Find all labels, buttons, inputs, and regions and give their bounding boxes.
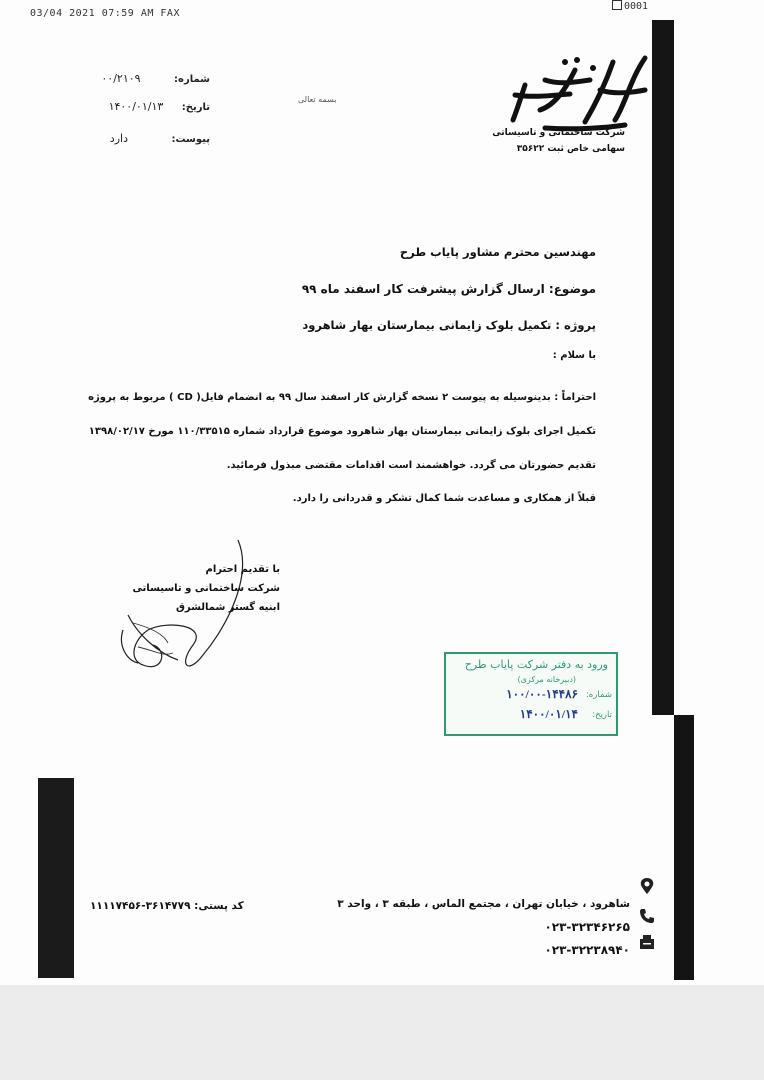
attachment-value: دارد [109, 132, 128, 145]
stamp-number-label: شماره: [585, 690, 612, 700]
header-mark: بسمه تعالی [298, 95, 337, 104]
location-icon [637, 876, 657, 896]
body-paragraph-1: احتراماً : بدینوسیله به پیوست ۲ نسخه گزارش کار اسفند سال ۹۹ به انضمام فایل( CD ) مربوط به پروژه [88, 392, 596, 403]
fax-timestamp: 03/04 2021 07:59 AM FAX [30, 8, 180, 19]
footer-phone-2: ۰۲۳-۳۲۲۳۸۹۴۰ [544, 943, 630, 957]
body-paragraph-3: تقدیم حضورتان می گردد. خواهشمند است اقدامات مقتضی مبذول فرمائید. [226, 460, 596, 471]
closing-line: قبلاً از همکاری و مساعدت شما کمال تشکر و قدردانی را دارد. [292, 493, 596, 504]
scan-edge-bar-left [38, 778, 74, 978]
scan-margin [0, 985, 764, 1080]
stamp-date-label: تاریخ: [592, 710, 612, 720]
project: پروژه : تکمیل بلوک زایمانی بیمارستان بهار شاهرود [302, 318, 596, 332]
fax-page-number [612, 0, 648, 12]
letter-date-row [85, 100, 210, 113]
letter-number-row [85, 72, 210, 85]
stamp-subtitle: (دبیرخانه مرکزی) [517, 675, 576, 684]
company-name: شرکت ساختمانی و تاسیساتی [492, 128, 625, 138]
fax-page-value: 0001 [624, 1, 649, 12]
fax-icon [637, 932, 657, 952]
scan-edge-bar-right-lower [674, 715, 694, 980]
company-logo [505, 50, 650, 135]
signature-block [120, 560, 280, 617]
letter-date: ۱۴۰۰/۰۱/۱۳ [108, 100, 164, 113]
stamp-number-value: ۱۰۰/۰۰-۱۴۴۸۶ [506, 687, 578, 701]
scan-edge-bar-right [652, 20, 674, 715]
footer-postal-code: کد پستی: ۳۶۱۴۷۷۹-۱۱۱۱۷۴۵۶ [90, 900, 244, 912]
body-paragraph-2: تکمیل اجرای بلوک زایمانی بیمارستان بهار شاهرود موضوع قرارداد شماره ۱۱۰/۳۳۵۱۵ مورخ ۱۳۹۸/۰۲/۱۷ [88, 426, 596, 437]
signature-line-1: با تقدیم احترام [205, 564, 280, 575]
attachment-label: پیوست: [171, 134, 210, 145]
subject: موضوع: ارسال گزارش پیشرفت کار اسفند ماه ۹۹ [301, 282, 596, 296]
letter-number-label: شماره: [174, 74, 210, 85]
recipient: مهندسین محترم مشاور پایاب طرح [399, 245, 596, 259]
letter-number: ۰۰/۲۱۰۹ [101, 72, 141, 85]
signature-line-3: ابنیه گستر شمالشرق [175, 602, 280, 613]
phone-icon [637, 906, 657, 926]
letter-date-label: تاریخ: [181, 102, 210, 113]
footer-address: شاهرود ، خیابان تهران ، مجتمع الماس ، طبقه ۳ ، واحد ۳ [337, 898, 630, 910]
checkbox-icon [612, 0, 622, 10]
stamp-title: ورود به دفتر شرکت پایاب طرح [464, 658, 608, 671]
company-registration: سهامی خاص ثبت ۳۵۶۲۲ [516, 144, 625, 154]
signature-line-2: شرکت ساختمانی و تاسیساتی [132, 583, 280, 594]
receipt-stamp [444, 652, 618, 736]
footer-phone-1: ۰۲۳-۳۲۳۴۶۲۶۵ [544, 920, 630, 934]
salutation: با سلام : [552, 350, 596, 361]
attachment-row [85, 132, 210, 145]
stamp-date-value: ۱۴۰۰/۰۱/۱۴ [519, 707, 578, 721]
